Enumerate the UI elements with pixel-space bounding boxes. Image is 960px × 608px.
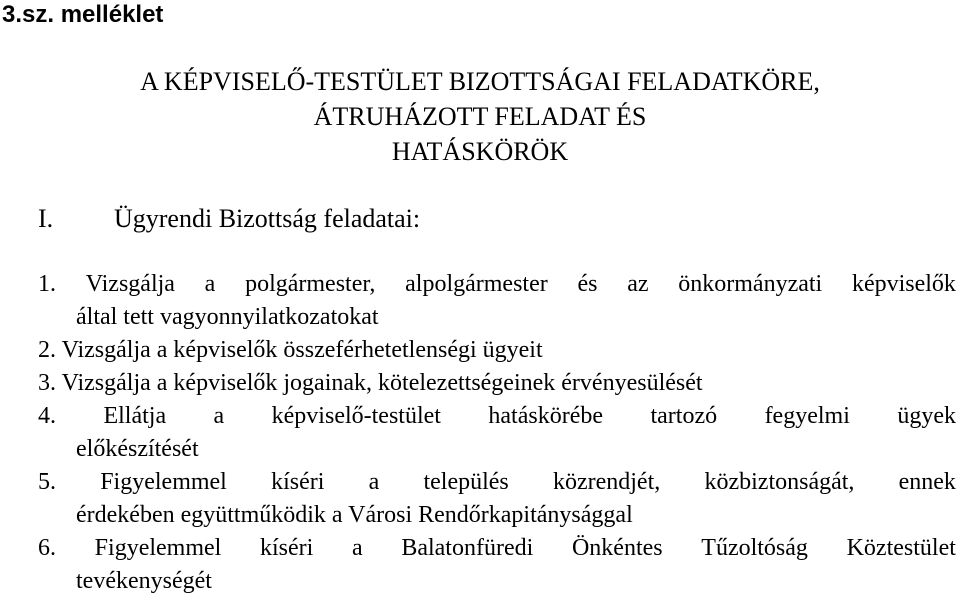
list-item-first-line: [38, 400, 956, 433]
word: Köztestület: [846, 535, 956, 561]
word: Balatonfüredi: [401, 535, 534, 561]
word: alpolgármester: [405, 271, 548, 297]
word: ügyek: [897, 403, 956, 429]
list-item: [38, 367, 956, 400]
word: tartozó: [650, 403, 718, 429]
word: 5.: [38, 469, 56, 495]
title-line: HATÁSKÖRÖK: [391, 137, 569, 166]
list-item-continuation: által tett vagyonnyilatkozatokat: [76, 304, 379, 330]
word: 6.: [38, 535, 56, 561]
list-item-continuation: előkészítését: [76, 436, 199, 462]
word: Vizsgálja: [85, 271, 175, 297]
list-item-first-line: [38, 532, 956, 565]
word: a: [213, 403, 225, 429]
word: az: [627, 271, 649, 297]
list-item-text: 3. Vizsgálja a képviselők jogainak, kötelezettségeinek érvényesülését: [38, 370, 703, 396]
list-item: [38, 400, 956, 466]
word: önkormányzati: [678, 271, 823, 297]
list-item-first-line: [38, 268, 956, 301]
list-item-text: 2. Vizsgálja a képviselők összeférhetetlenségi ügyeit: [38, 337, 543, 363]
word: hatáskörébe: [488, 403, 604, 429]
word: 4.: [38, 403, 56, 429]
title-line: A KÉPVISELŐ-TESTÜLET BIZOTTSÁGAI FELADATKÖRE,: [140, 67, 820, 96]
word: Tűzoltóság: [701, 535, 808, 561]
list-item-first-line: [38, 466, 956, 499]
word: közbiztonságát,: [704, 469, 855, 495]
word: fegyelmi: [764, 403, 850, 429]
word: kíséri: [260, 535, 314, 561]
word: a: [204, 271, 216, 297]
word: település: [423, 469, 509, 495]
word: közrendjét,: [552, 469, 661, 495]
list-item: [38, 532, 956, 598]
section-number: I.: [38, 204, 54, 233]
task-list: [38, 268, 956, 598]
list-item-continuation: tevékenységét: [76, 568, 212, 594]
section-title: Ügyrendi Bizottság feladatai:: [114, 204, 421, 233]
word: ennek: [898, 469, 956, 495]
word: képviselők: [851, 271, 956, 297]
word: a: [368, 469, 380, 495]
word: Önkéntes: [571, 535, 663, 561]
document-title: [20, 64, 940, 169]
word: 1.: [38, 271, 56, 297]
word: Figyelemmel: [94, 535, 222, 561]
word: Figyelemmel: [100, 469, 227, 495]
word: a: [352, 535, 363, 561]
section-heading: [38, 202, 420, 236]
word: polgármester,: [245, 271, 376, 297]
list-item-continuation: érdekében együttműködik a Városi Rendőrkapitánysággal: [76, 502, 633, 528]
list-item: [38, 466, 956, 532]
word: Ellátja: [103, 403, 167, 429]
list-item: [38, 334, 956, 367]
title-line: ÁTRUHÁZOTT FELADAT ÉS: [313, 102, 647, 131]
word: és: [577, 271, 598, 297]
word: kíséri: [271, 469, 325, 495]
list-item: [38, 268, 956, 334]
annex-label: 3.sz. melléklet: [2, 1, 164, 28]
word: képviselő-testület: [271, 403, 441, 429]
